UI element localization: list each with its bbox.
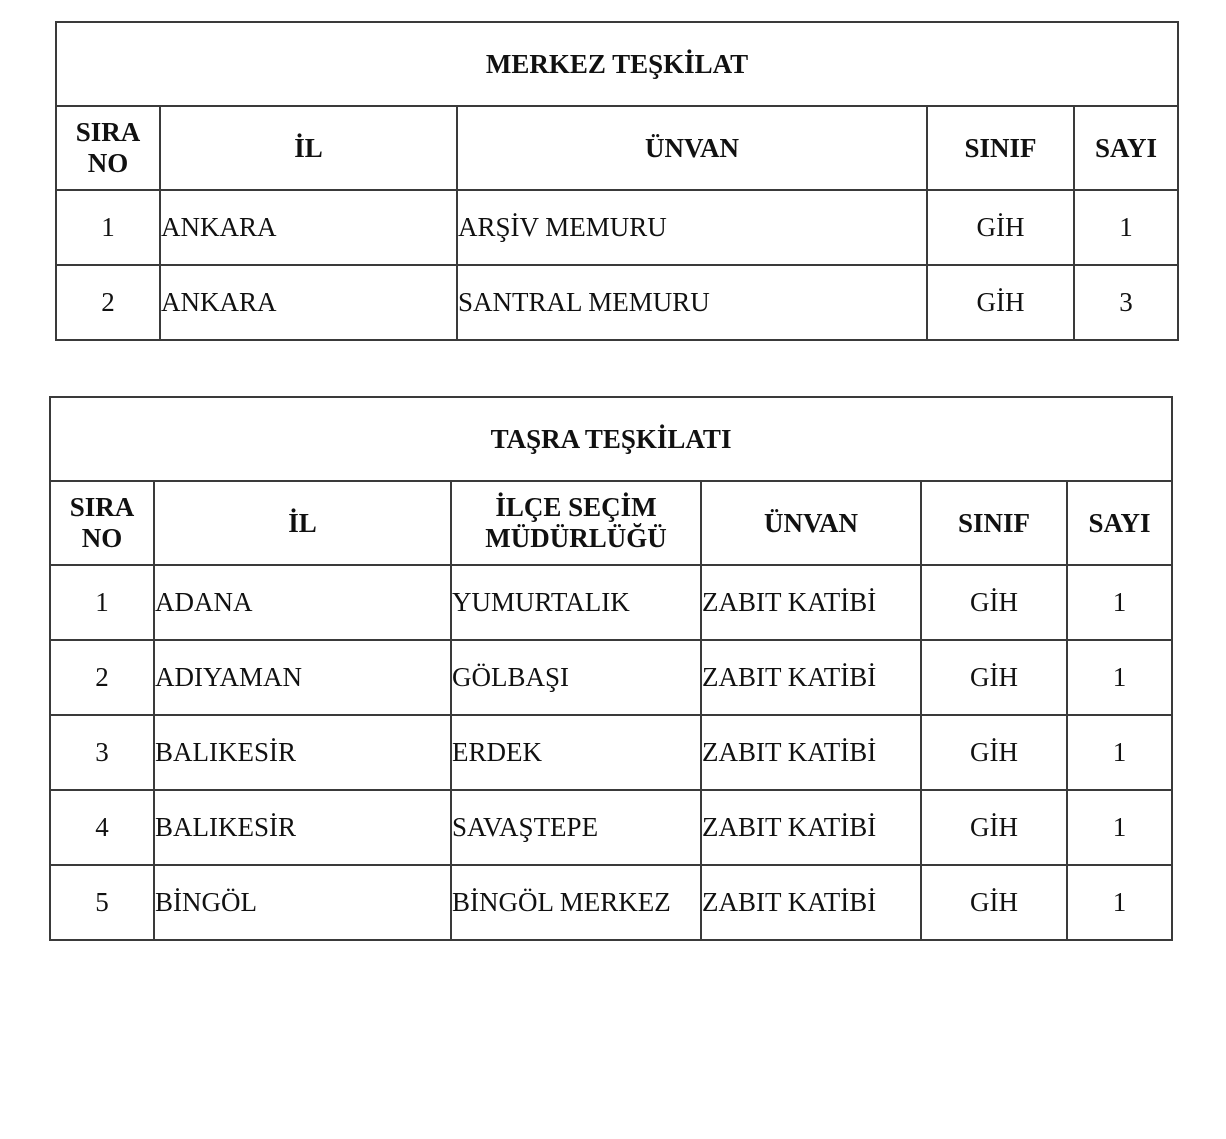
cell-sayi: 1 [1067,865,1172,940]
cell-sinif: GİH [921,715,1067,790]
cell-sayi: 1 [1067,640,1172,715]
cell-unvan: ZABIT KATİBİ [701,565,921,640]
merkez-teskilat-table [55,21,1179,341]
cell-il: ANKARA [160,190,457,265]
header-sira: SIRA [69,492,135,522]
header-sira: SIRA [75,117,141,147]
header-ilce-line2: MÜDÜRLÜĞÜ [485,523,667,553]
tasra-header-row [50,481,1172,565]
cell-il: ADANA [154,565,451,640]
header-sayi: SAYI [1067,481,1172,565]
header-ilce-secim-mudurlugu [451,481,701,565]
table-row [56,265,1178,340]
cell-sira: 2 [50,640,154,715]
cell-unvan: SANTRAL MEMURU [457,265,927,340]
cell-sinif: GİH [927,265,1074,340]
table-row [50,865,1172,940]
cell-sinif: GİH [921,790,1067,865]
header-unvan: ÜNVAN [457,106,927,190]
cell-sira: 5 [50,865,154,940]
cell-ilce: ERDEK [451,715,701,790]
header-il: İL [160,106,457,190]
cell-sayi: 1 [1074,190,1178,265]
cell-unvan: ZABIT KATİBİ [701,640,921,715]
cell-unvan: ZABIT KATİBİ [701,715,921,790]
tasra-title: TAŞRA TEŞKİLATI [50,397,1172,481]
cell-il: ANKARA [160,265,457,340]
cell-sayi: 1 [1067,565,1172,640]
header-no: NO [81,523,123,553]
header-sayi: SAYI [1074,106,1178,190]
header-sira-no [56,106,160,190]
cell-sira: 1 [50,565,154,640]
header-no: NO [87,148,129,178]
table-row [50,790,1172,865]
cell-il: BALIKESİR [154,790,451,865]
header-unvan: ÜNVAN [701,481,921,565]
merkez-title: MERKEZ TEŞKİLAT [56,22,1178,106]
cell-sayi: 1 [1067,790,1172,865]
cell-ilce: YUMURTALIK [451,565,701,640]
cell-sayi: 1 [1067,715,1172,790]
header-sinif: SINIF [921,481,1067,565]
merkez-title-row [56,22,1178,106]
cell-ilce: SAVAŞTEPE [451,790,701,865]
table-row [50,640,1172,715]
cell-ilce: GÖLBAŞI [451,640,701,715]
cell-sira: 2 [56,265,160,340]
cell-unvan: ZABIT KATİBİ [701,790,921,865]
merkez-header-row [56,106,1178,190]
cell-il: BİNGÖL [154,865,451,940]
cell-sira: 4 [50,790,154,865]
cell-ilce: BİNGÖL MERKEZ [451,865,701,940]
cell-il: ADIYAMAN [154,640,451,715]
cell-unvan: ZABIT KATİBİ [701,865,921,940]
table-row [56,190,1178,265]
table-row [50,565,1172,640]
cell-sinif: GİH [921,865,1067,940]
cell-il: BALIKESİR [154,715,451,790]
cell-sinif: GİH [921,640,1067,715]
header-ilce-line1: İLÇE SEÇİM [495,492,657,522]
tasra-teskilati-table [49,396,1173,941]
tasra-title-row [50,397,1172,481]
cell-sayi: 3 [1074,265,1178,340]
cell-sira: 1 [56,190,160,265]
cell-unvan: ARŞİV MEMURU [457,190,927,265]
header-il: İL [154,481,451,565]
header-sira-no [50,481,154,565]
table-row [50,715,1172,790]
header-sinif: SINIF [927,106,1074,190]
cell-sinif: GİH [927,190,1074,265]
cell-sira: 3 [50,715,154,790]
cell-sinif: GİH [921,565,1067,640]
